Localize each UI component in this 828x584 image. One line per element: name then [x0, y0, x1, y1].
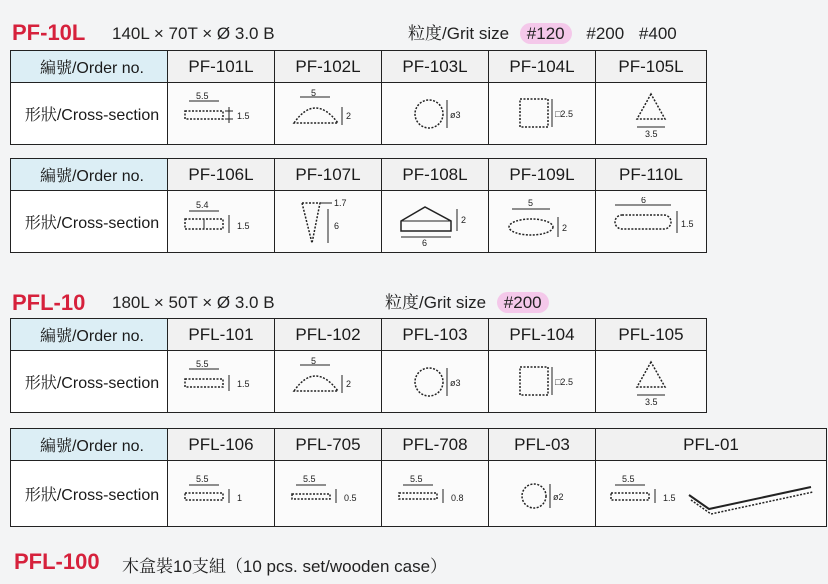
- order-number: PF-104L: [489, 51, 596, 83]
- knife-cross-section: [275, 191, 382, 253]
- set-title: PFL-100: [14, 549, 100, 574]
- order-no-label: 編號/Order no.: [11, 429, 168, 461]
- svg-text:2: 2: [346, 378, 352, 389]
- round-cross-section: [489, 461, 596, 527]
- svg-text:5: 5: [528, 197, 534, 208]
- cross-section-label: 形狀/Cross-section: [11, 461, 168, 527]
- section-spec: 140L × 70T × Ø 3.0 B: [112, 24, 275, 43]
- round-cross-section: [382, 351, 489, 413]
- order-number: PFL-102: [275, 319, 382, 351]
- order-number: PF-102L: [275, 51, 382, 83]
- grit-value-highlight: #200: [497, 292, 549, 313]
- order-number: PFL-101: [168, 319, 275, 351]
- svg-text:1.7: 1.7: [334, 197, 347, 208]
- oblong-cross-section: [596, 191, 707, 253]
- triangle-cross-section: [596, 83, 707, 145]
- svg-text:□2.5: □2.5: [555, 108, 573, 119]
- order-no-label: 編號/Order no.: [11, 51, 168, 83]
- order-number: PFL-104: [489, 319, 596, 351]
- cross-section-label: 形狀/Cross-section: [11, 83, 168, 145]
- svg-text:□2.5: □2.5: [555, 376, 573, 387]
- order-number: PF-101L: [168, 51, 275, 83]
- cross-section-label: 形狀/Cross-section: [11, 351, 168, 413]
- product-table: [10, 318, 707, 413]
- flat-cross-section: [275, 461, 382, 527]
- product-table: [10, 158, 707, 253]
- order-number: PF-110L: [596, 159, 707, 191]
- svg-text:2: 2: [346, 110, 352, 121]
- order-number: PFL-708: [382, 429, 489, 461]
- flat-cross-section: [168, 351, 275, 413]
- svg-text:2: 2: [461, 214, 467, 225]
- grit-value: #400: [638, 24, 677, 43]
- order-number: PFL-01: [596, 429, 827, 461]
- svg-text:1.5: 1.5: [237, 220, 250, 231]
- svg-text:2: 2: [562, 222, 568, 233]
- svg-text:0.8: 0.8: [451, 492, 464, 503]
- order-number: PF-106L: [168, 159, 275, 191]
- order-number: PF-108L: [382, 159, 489, 191]
- flat-cross-section: [382, 461, 489, 527]
- round-cross-section: [382, 83, 489, 145]
- product-table: [10, 50, 707, 145]
- order-number: PF-105L: [596, 51, 707, 83]
- square-cross-section: [489, 83, 596, 145]
- svg-text:5: 5: [311, 88, 317, 98]
- svg-text:5.5: 5.5: [303, 473, 316, 484]
- svg-text:5.5: 5.5: [410, 473, 423, 484]
- svg-text:5: 5: [311, 356, 317, 366]
- order-number: PFL-103: [382, 319, 489, 351]
- grit-value: #200: [586, 24, 625, 43]
- svg-text:6: 6: [422, 237, 428, 247]
- half-round-cross-section: [275, 83, 382, 145]
- svg-text:5.5: 5.5: [622, 473, 635, 484]
- svg-text:ø2: ø2: [553, 491, 564, 502]
- svg-text:ø3: ø3: [450, 109, 461, 120]
- barrette-cross-section: [382, 191, 489, 253]
- order-no-label: 編號/Order no.: [11, 319, 168, 351]
- svg-text:3.5: 3.5: [645, 396, 658, 407]
- svg-text:5.5: 5.5: [196, 358, 209, 369]
- grit-label: 粒度/Grit size: [385, 293, 487, 312]
- oval-cross-section: [489, 191, 596, 253]
- svg-text:3.5: 3.5: [645, 128, 658, 139]
- svg-text:1.5: 1.5: [681, 218, 694, 229]
- order-number: PFL-705: [275, 429, 382, 461]
- section-title: PFL-10: [12, 290, 86, 315]
- product-table: [10, 428, 827, 527]
- svg-text:ø3: ø3: [450, 377, 461, 388]
- svg-text:0.5: 0.5: [344, 492, 357, 503]
- grit-sizes: [385, 288, 549, 313]
- order-number: PFL-106: [168, 429, 275, 461]
- grit-sizes: [408, 19, 677, 44]
- flat-cross-section: [168, 461, 275, 527]
- section-title: PF-10L: [12, 20, 86, 45]
- order-number: PF-109L: [489, 159, 596, 191]
- svg-text:6: 6: [641, 196, 647, 205]
- svg-text:5.4: 5.4: [196, 199, 209, 210]
- svg-text:1.5: 1.5: [663, 492, 676, 503]
- square-cross-section: [489, 351, 596, 413]
- svg-text:1.5: 1.5: [237, 378, 250, 389]
- cross-section-label: 形狀/Cross-section: [11, 191, 168, 253]
- order-number: PFL-03: [489, 429, 596, 461]
- order-no-label: 編號/Order no.: [11, 159, 168, 191]
- flat-split-cross-section: [168, 191, 275, 253]
- svg-text:1: 1: [237, 492, 243, 503]
- set-description: 木盒裝10支組（10 pcs. set/wooden case）: [122, 557, 448, 576]
- order-number: PFL-105: [596, 319, 707, 351]
- svg-text:1.5: 1.5: [237, 110, 250, 121]
- half-round-cross-section: [275, 351, 382, 413]
- order-number: PF-103L: [382, 51, 489, 83]
- triangle-cross-section: [596, 351, 707, 413]
- flat-cross-section: [168, 83, 275, 145]
- grit-label: 粒度/Grit size: [408, 24, 510, 43]
- svg-text:6: 6: [334, 220, 340, 231]
- grit-value-highlight: #120: [520, 23, 572, 44]
- svg-text:5.5: 5.5: [196, 473, 209, 484]
- section-spec: 180L × 50T × Ø 3.0 B: [112, 293, 275, 312]
- order-number: PF-107L: [275, 159, 382, 191]
- bent-flat-cross-section: [596, 461, 827, 527]
- svg-text:5.5: 5.5: [196, 90, 209, 101]
